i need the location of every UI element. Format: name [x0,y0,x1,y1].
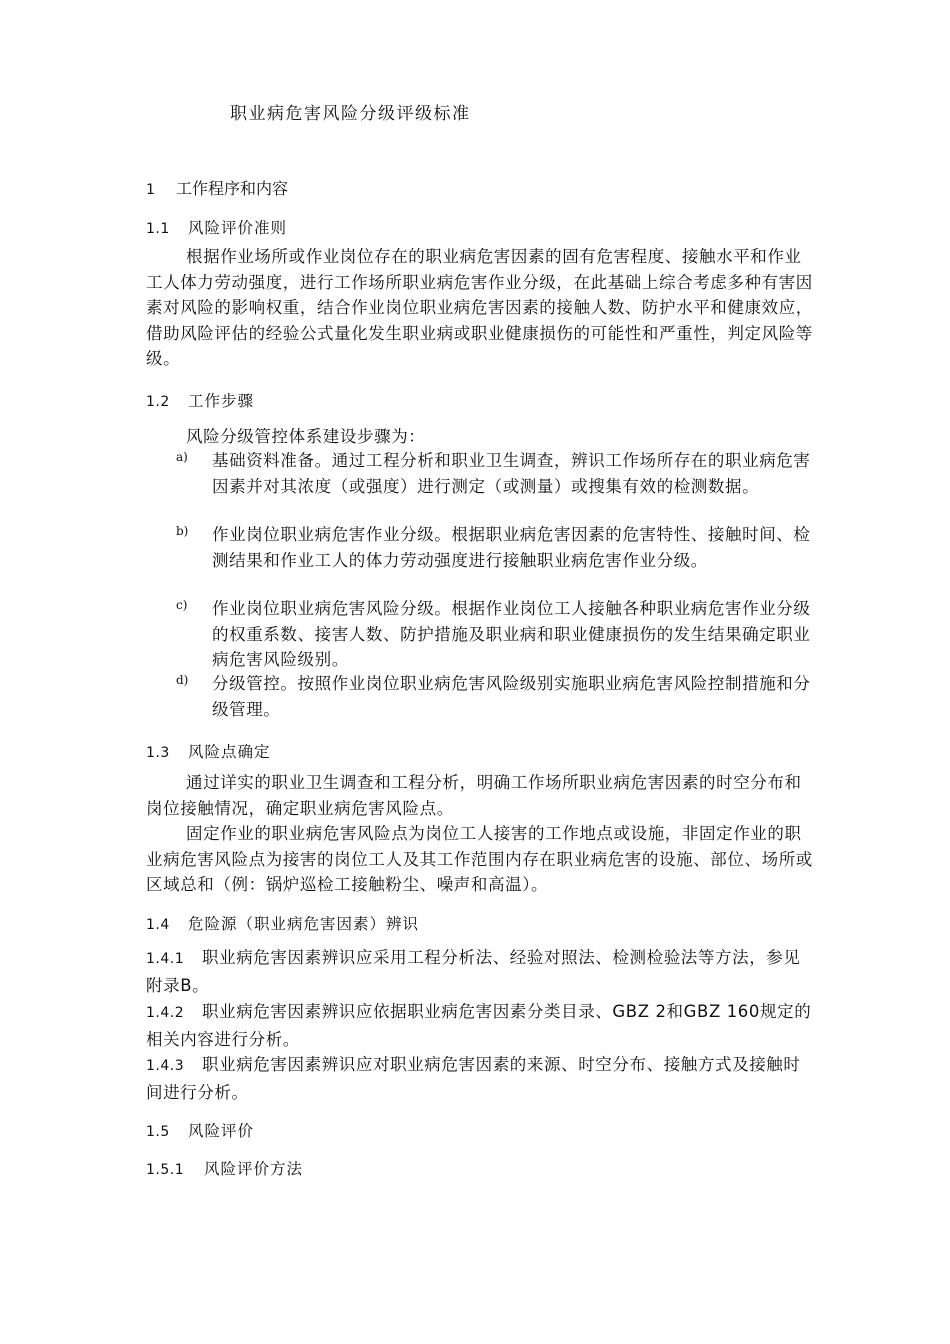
section-label: 风险评价 [188,1122,255,1140]
list-marker: d) [176,673,189,687]
subsection-1-4-3 [146,1052,814,1105]
section-1-5-heading [146,1119,254,1141]
section-1-3-para-2: 固定作业的职业病危害风险点为岗位工人接害的工作地点或设施，非固定作业的职业病危害风险点为接害的岗位工人及其工作范围内存在职业病危害的设施、部位、场所或区域总和（例：锅炉巡检工接触粉尘、噪声和高温）。 [146,824,813,894]
section-label: 风险评价方法 [204,1160,304,1178]
section-1-2-heading [146,389,254,411]
subsection-1-4-1 [146,945,814,998]
section-number: 1.4 [146,917,170,933]
step-item-b [176,522,816,573]
section-number: 1.1 [146,221,170,237]
step-item-a [176,448,816,499]
section-1-3-heading [146,740,271,762]
section-1-1-heading [146,216,287,238]
step-item-d [176,671,816,722]
section-1-5-1-heading [146,1157,303,1179]
list-marker: c) [176,598,188,612]
list-item-text: 基础资料准备。通过工程分析和职业卫生调查，辨识工作场所存在的职业病危害因素并对其浓度（或强度）进行测定（或测量）或搜集有效的检测数据。 [212,451,811,496]
subsection-1-4-2 [146,999,814,1052]
list-item-text: 分级管控。按照作业岗位职业病危害风险级别实施职业病危害风险控制措施和分级管理。 [212,674,811,719]
section-number: 1.2 [146,394,170,410]
list-item-text: 作业岗位职业病危害风险分级。根据作业岗位工人接触各种职业病危害作业分级的权重系数、接害人数、防护措施及职业病和职业健康损伤的发生结果确定职业病危害风险级别。 [212,599,811,669]
section-1-1-body: 根据作业场所或作业岗位存在的职业病危害因素的固有危害程度、接触水平和作业工人体力劳动强度，进行工作场所职业病危害作业分级，在此基础上综合考虑多种有害因素对风险的影响权重，结合作业岗位职业病危害因素的接触人数、防护水平和健康效应，借助风险评估的经验公式量化发生职业病或职业健康损伤的可能性和严重性，判定风险等级。 [146,247,813,368]
section-label: 工作程序和内容 [176,179,289,198]
section-label: 工作步骤 [188,392,255,410]
list-marker: a) [176,450,188,464]
section-label: 风险点确定 [188,743,271,761]
section-label: 风险评价准则 [188,219,288,237]
steps-intro: 风险分级管控体系建设步骤为： [186,427,426,446]
section-number: 1.5 [146,1124,170,1140]
section-1-heading [146,176,288,199]
subsection-number: 1.4.2 [146,1005,185,1021]
section-number: 1.3 [146,745,170,761]
list-item-text: 作业岗位职业病危害作业分级。根据职业病危害因素的危害特性、接触时间、检测结果和作业工人的体力劳动强度进行接触职业病危害作业分级。 [212,525,811,570]
subsection-text: 职业病危害因素辨识应依据职业病危害因素分类目录、GBZ 2和GBZ 160规定的相关内容进行分析。 [146,1002,812,1049]
subsection-text: 职业病危害因素辨识应对职业病危害因素的来源、时空分布、接触方式及接触时间进行分析。 [146,1055,801,1102]
section-1-4-heading [146,912,419,934]
section-label: 危险源（职业病危害因素）辨识 [188,915,420,933]
subsection-number: 1.4.1 [146,951,185,967]
section-number: 1.5.1 [146,1162,185,1178]
step-item-c [176,596,816,673]
section-number: 1 [146,182,156,198]
list-marker: b) [176,524,189,538]
subsection-text: 职业病危害因素辨识应采用工程分析法、经验对照法、检测检验法等方法，参见附录B。 [146,948,801,995]
subsection-number: 1.4.3 [146,1058,185,1074]
document-title: 职业病危害风险分级评级标准 [230,104,471,124]
section-1-3-para-1: 通过详实的职业卫生调查和工程分析，明确工作场所职业病危害因素的时空分布和岗位接触情况，确定职业病危害风险点。 [146,773,802,818]
